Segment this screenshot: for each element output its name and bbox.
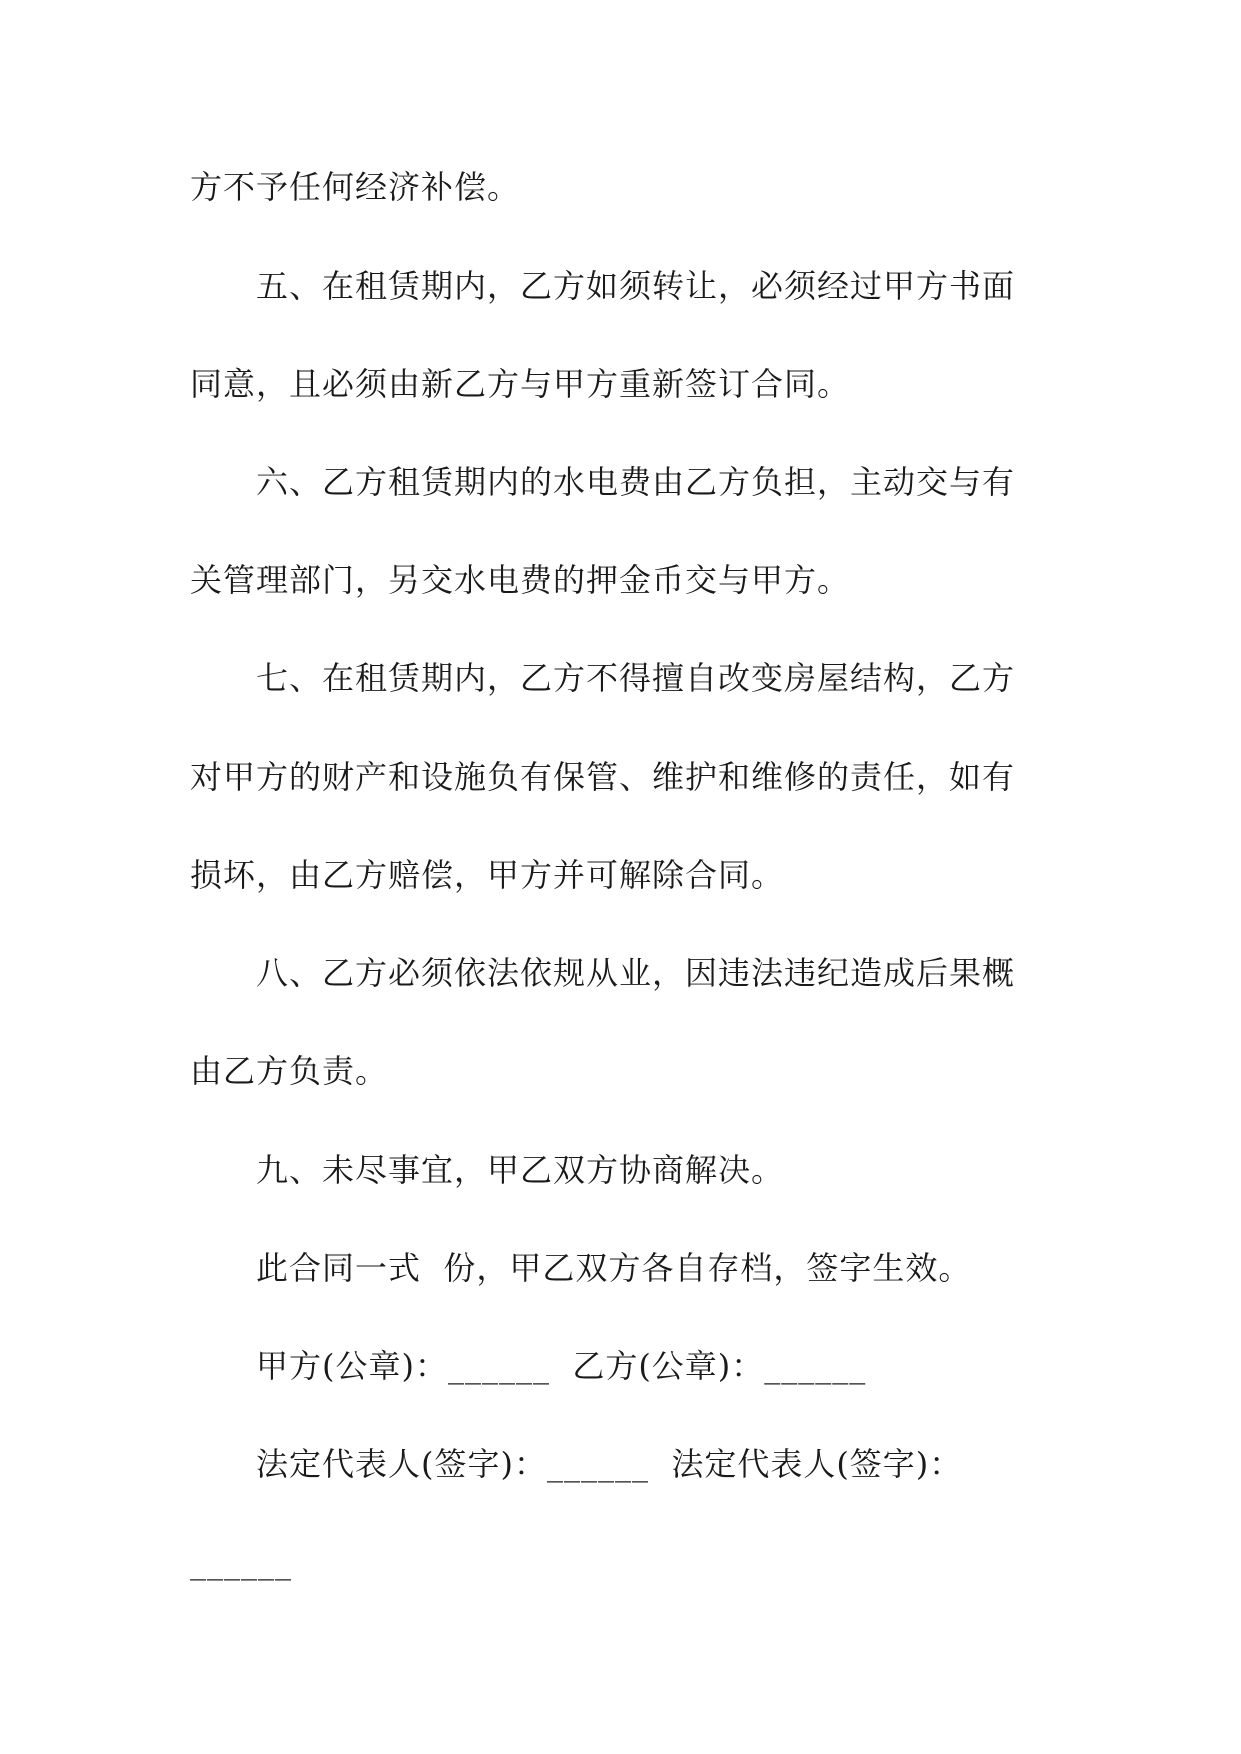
- clause-6-line-2: 关管理部门，另交水电费的押金币交与甲方。: [190, 561, 851, 599]
- clause-7-line-3: 损坏，由乙方赔偿，甲方并可解除合同。: [190, 856, 785, 894]
- seal-line: 甲方(公章)：______ 乙方(公章)：______: [256, 1347, 867, 1385]
- clause-6-line-1: 六、乙方租赁期内的水电费由乙方负担，主动交与有: [256, 463, 1016, 501]
- clause-9-line: 九、未尽事宜，甲乙双方协商解决。: [256, 1151, 785, 1189]
- copies-line: 此合同一式 份，甲乙双方各自存档，签字生效。: [256, 1249, 972, 1287]
- clause-8-line-2: 由乙方负责。: [190, 1052, 389, 1090]
- text-line-1: 方不予任何经济补偿。: [190, 168, 521, 206]
- clause-8-line-1: 八、乙方必须依法依规从业，因违法违纪造成后果概: [256, 954, 1016, 992]
- clause-7-line-1: 七、在租赁期内，乙方不得擅自改变房屋结构，乙方: [256, 659, 1016, 697]
- clause-7-line-2: 对甲方的财产和设施负有保管、维护和维修的责任，如有: [190, 758, 1016, 796]
- signature-blank-line: ______: [190, 1543, 292, 1581]
- clause-5-line-1: 五、在租赁期内，乙方如须转让，必须经过甲方书面: [256, 267, 1016, 305]
- clause-5-line-2: 同意，且必须由新乙方与甲方重新签订合同。: [190, 365, 851, 403]
- signature-line: 法定代表人(签字)：______ 法定代表人(签字)：: [256, 1445, 963, 1483]
